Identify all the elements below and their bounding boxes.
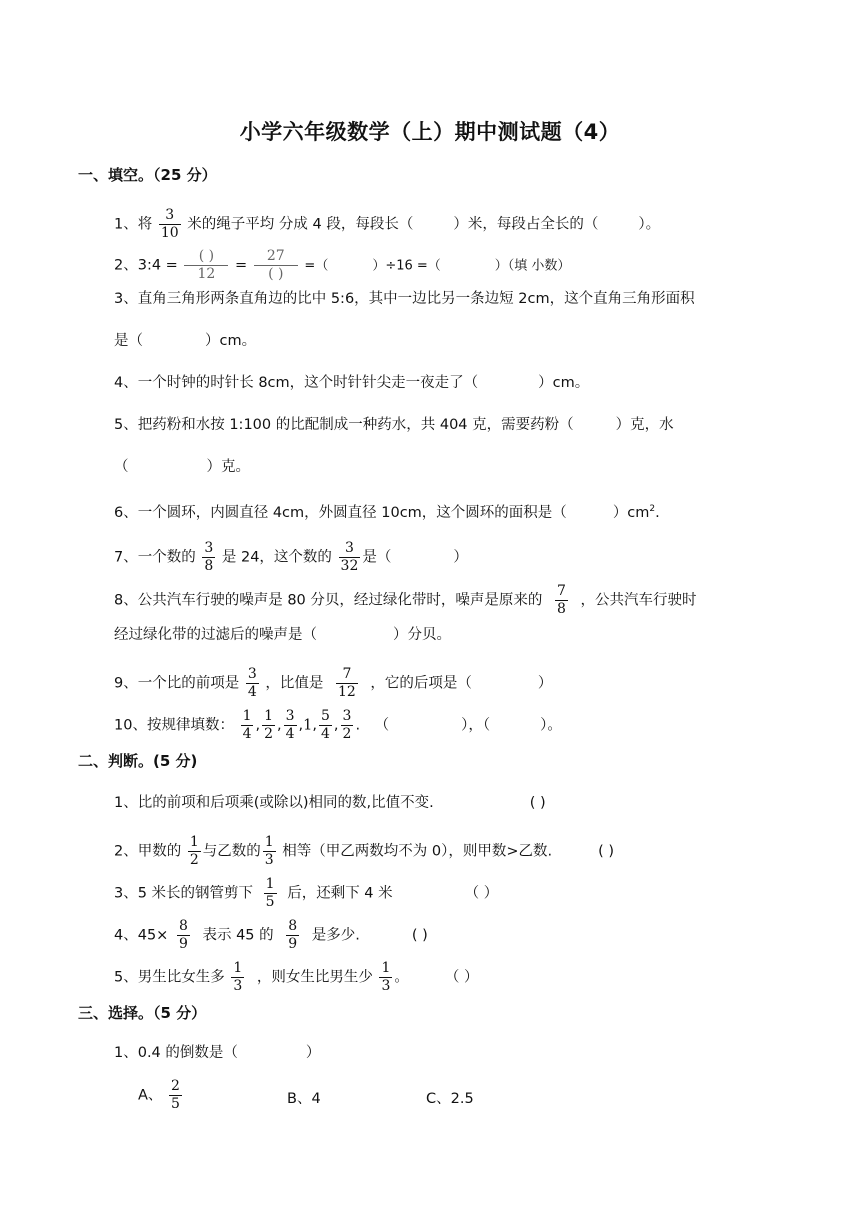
fraction: $\frac{1}{3}$ — [381, 960, 391, 994]
question-fill-10: 10、按规律填数： $\frac{1}{4}$ , $\frac{1}{2}$ , $\frac{3}{4}$ ,1, $\frac{5}{4}$ , $\frac{3}{2}$ . （ ），（ ）。 — [114, 708, 562, 742]
question-choice-1 — [114, 1043, 320, 1063]
fraction: $\frac{3}{32}$ — [340, 540, 359, 574]
q5-text: 5、把药粉和水按 1:100 的比配制成一种药水，共 404 克，需要药粉（ — [114, 417, 574, 433]
question-fill-3: 3、直角三角形两条直角边的比中 5:6，其中一边比另一条边短 2cm，这个直角三角形面积 — [114, 291, 695, 307]
j5-text: ，则女生比男生少 — [256, 969, 373, 986]
q6-text: 6、一个圆环，内圆直径 4cm，外圆直径 10cm，这个圆环的面积是（ — [114, 504, 567, 521]
q5-text: ）克，水 — [615, 417, 674, 433]
fraction: $\frac{7}{8}$ — [557, 583, 566, 617]
question-judge-1 — [114, 793, 546, 813]
option-b[interactable]: B、4 — [287, 1091, 321, 1107]
option-a[interactable] — [138, 1078, 184, 1113]
fraction: $\frac{3}{10}$ — [160, 207, 179, 241]
j2-text: 相等（甲乙两数均不为 0），则甲数>乙数. — [282, 843, 553, 860]
question-fill-8 — [114, 583, 697, 618]
q6-text: ）cm — [612, 504, 650, 521]
section-heading-fill: 一、填空。（25 分） — [78, 166, 217, 184]
q10-text: ），（ — [461, 717, 491, 734]
equals: = — [235, 257, 248, 274]
q7-text: 是 24，这个数的 — [221, 549, 332, 566]
number: 1 — [303, 717, 313, 734]
question-fill-3-cont — [114, 331, 256, 351]
q1-text: 1、将 — [114, 216, 153, 233]
c1-text: 1、0.4 的倒数是（ — [114, 1045, 238, 1061]
fraction: $\frac{3}{4}$ — [285, 708, 295, 742]
answer-parens: （ ） — [464, 885, 499, 902]
j1-text: 1、比的前项和后项乘(或除以)相同的数,比值不变. — [114, 795, 434, 811]
j3-text: 3、5 米长的钢管剪下 — [114, 885, 254, 902]
section-heading-judge: 二、判断。(5 分) — [78, 752, 198, 770]
fraction: $\frac{1}{3}$ — [264, 834, 274, 868]
answer-parens: ( ) — [411, 927, 428, 944]
answer-parens: ( ) — [598, 843, 615, 860]
page-title: 小学六年级数学（上）期中测试题（4） — [239, 120, 621, 144]
q10-text: ）。 — [540, 717, 562, 734]
j2-text: 2、甲数的 — [114, 843, 182, 860]
q9-text: ，它的后项是（ — [370, 675, 472, 692]
q4-text: 4、一个时钟的时针长 8cm，这个时针针尖走一夜走了（ — [114, 375, 479, 391]
q9-text: ，比值是 — [265, 675, 324, 692]
answer-parens: （ ） — [444, 969, 479, 986]
q8-text: 8、公共汽车行驶的噪声是 80 分贝，经过绿化带时，噪声是原来的 — [114, 592, 543, 609]
fraction: $\frac{2}{5}$ — [171, 1078, 180, 1112]
q4-text: ）cm。 — [538, 375, 590, 391]
question-fill-8-cont — [114, 625, 451, 645]
section-heading-choice: 三、选择。（5 分） — [78, 1004, 207, 1022]
question-judge-3 — [114, 876, 498, 911]
question-judge-2 — [114, 834, 614, 869]
q5-text: ）克。 — [206, 459, 250, 475]
fraction: $\frac{1}{4}$ — [242, 708, 252, 742]
question-fill-5-cont — [114, 457, 250, 477]
question-fill-9 — [114, 666, 552, 701]
j4-text: 4、45× — [114, 927, 169, 944]
question-fill-6 — [114, 499, 660, 523]
q9-text: ） — [537, 675, 553, 692]
answer-parens: ( ) — [529, 795, 546, 811]
fraction: $\frac{( )}{12}$ — [184, 248, 228, 283]
q8-text: 经过绿化带的过滤后的噪声是（ — [114, 627, 317, 643]
fraction: $\frac{1}{3}$ — [233, 960, 243, 994]
option-c[interactable]: C、2.5 — [426, 1091, 474, 1107]
q10-text: 10、按规律填数： — [114, 717, 234, 734]
question-judge-5 — [114, 960, 479, 995]
q2-text: =（ — [304, 258, 329, 274]
j5-text: 。 — [394, 969, 409, 986]
j4-text: 是多少. — [311, 927, 360, 944]
q9-text: 9、一个比的前项是 — [114, 675, 240, 692]
c1-text: ） — [305, 1045, 321, 1061]
q1-text: 米的绳子平均 分成 4 段，每段长（ — [187, 216, 414, 233]
fraction: $\frac{5}{4}$ — [321, 708, 330, 742]
question-fill-2 — [114, 248, 570, 283]
fraction: $\frac{8}{9}$ — [178, 918, 188, 952]
q3-text: 是（ — [114, 333, 143, 349]
q2-text: 2、3:4 = — [114, 257, 178, 274]
superscript: 2 — [649, 504, 656, 514]
q7-text: 7、一个数的 — [114, 549, 196, 566]
fraction: $\frac{3}{4}$ — [247, 666, 257, 700]
q2-text: ）（填 小数） — [494, 258, 571, 274]
question-fill-7 — [114, 540, 468, 575]
q7-text: ） — [453, 549, 468, 566]
j3-text: 后，还剩下 4 米 — [287, 885, 393, 902]
fraction: $\frac{1}{2}$ — [189, 834, 199, 868]
fraction: $\frac{3}{2}$ — [342, 708, 352, 742]
fraction: $\frac{1}{2}$ — [264, 708, 274, 742]
q1-text: ）。 — [638, 216, 661, 233]
j5-text: 5、男生比女生多 — [114, 969, 225, 986]
q5-text: （ — [114, 459, 129, 475]
q7-text: 是（ — [362, 549, 392, 566]
fraction: $\frac{27}{( )}$ — [254, 248, 298, 283]
q8-text: ，公共汽车行驶时 — [580, 592, 697, 609]
fraction: $\frac{1}{5}$ — [265, 876, 275, 910]
question-fill-1 — [114, 207, 660, 242]
fraction: $\frac{7}{12}$ — [337, 666, 356, 700]
j4-text: 表示 45 的 — [202, 927, 274, 944]
question-judge-4 — [114, 918, 428, 953]
q8-text: ）分贝。 — [393, 627, 451, 643]
option-a-label: A、 — [138, 1087, 163, 1104]
q6-text: . — [655, 504, 660, 521]
j2-text: 与乙数的 — [202, 843, 261, 860]
q3-text: ）cm。 — [205, 333, 257, 349]
q1-text: ）米，每段占全长的（ — [453, 216, 599, 233]
question-fill-5 — [114, 415, 674, 435]
q2-text: ）÷16 =（ — [372, 258, 441, 274]
fraction: $\frac{8}{9}$ — [288, 918, 298, 952]
question-fill-4 — [114, 373, 589, 393]
fraction: $\frac{3}{8}$ — [204, 540, 214, 574]
q10-text: （ — [374, 717, 390, 734]
